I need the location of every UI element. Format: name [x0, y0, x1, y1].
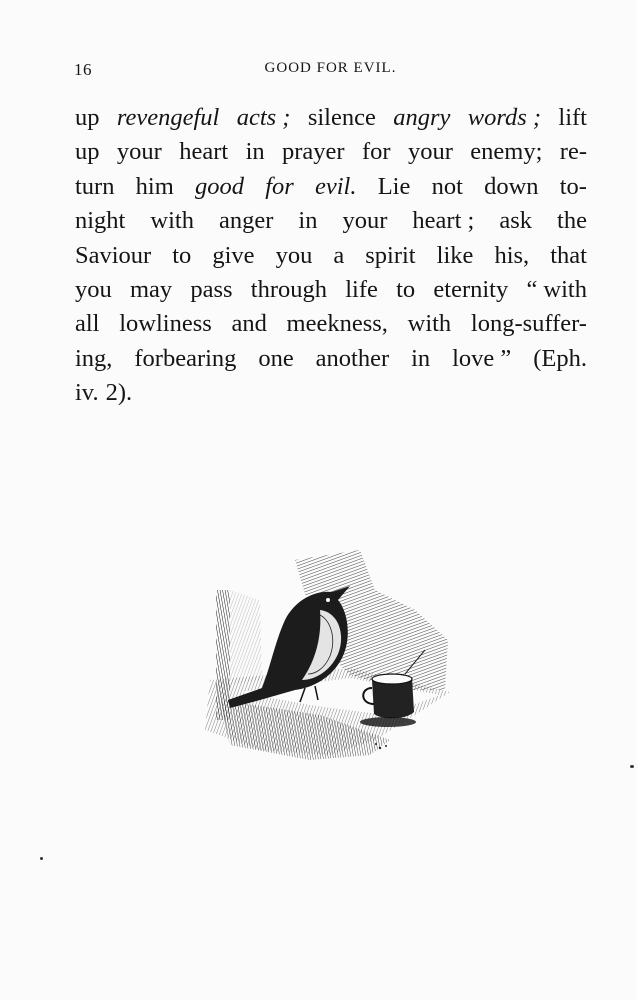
paper-speck [40, 857, 43, 860]
text-line [75, 376, 587, 410]
word: not [431, 172, 463, 200]
word: down [484, 172, 539, 200]
word: your [116, 138, 162, 166]
word: give [212, 241, 255, 269]
word: eternity [433, 275, 509, 303]
word: like [436, 241, 474, 269]
word: through [250, 275, 328, 303]
body-text [75, 101, 587, 411]
word: prayer [282, 138, 345, 166]
word: lowliness [119, 310, 212, 338]
text-line [75, 135, 587, 169]
word: heart ; [412, 207, 475, 235]
word: up [75, 138, 100, 166]
text-line [75, 239, 587, 273]
word: spirit [365, 241, 416, 269]
page-header [74, 60, 587, 84]
text-line [75, 204, 587, 238]
word: for [361, 138, 391, 166]
word: in [298, 207, 318, 235]
word: evil. [315, 172, 357, 200]
word: another [315, 344, 390, 372]
word: angry [393, 104, 451, 131]
word: to [172, 241, 192, 269]
word: meekness, [286, 310, 388, 338]
word: may [129, 275, 173, 303]
word: to- [559, 172, 587, 200]
word: for [265, 172, 294, 200]
text-line [75, 170, 587, 204]
paper-speck [630, 765, 634, 768]
word: one [258, 344, 294, 372]
word: you [275, 241, 313, 269]
word: night [75, 207, 126, 235]
word: silence [307, 104, 376, 131]
word: his, [494, 241, 530, 269]
bird-illustration [200, 550, 460, 770]
word: with [150, 207, 194, 235]
word: a [333, 241, 345, 269]
word: ing, [75, 344, 113, 372]
word: your [407, 138, 453, 166]
word: enemy; [470, 138, 543, 166]
word: acts ; [236, 104, 291, 131]
word: life [345, 275, 378, 303]
running-title: GOOD FOR EVIL. [264, 60, 397, 76]
word: turn [75, 172, 115, 200]
word: good [195, 172, 244, 200]
word: (Eph. [533, 344, 587, 372]
word: pass [190, 275, 233, 303]
word: and [231, 310, 267, 338]
word: revengeful [116, 104, 220, 131]
word: with [407, 310, 452, 338]
word: all [75, 310, 100, 338]
text-line [75, 307, 587, 341]
word: ask [499, 207, 533, 235]
word: iv. [75, 379, 99, 407]
word: re- [559, 138, 587, 166]
word: you [75, 275, 112, 303]
word: 2). [105, 379, 133, 407]
text-line [75, 273, 587, 307]
word: long-suffer- [470, 310, 587, 338]
word: words ; [467, 104, 542, 131]
word: up [75, 104, 100, 131]
word: lift [558, 104, 587, 131]
word: the [557, 207, 587, 235]
word: to [396, 275, 416, 303]
word: heart [179, 138, 229, 166]
word: love ” [452, 344, 512, 372]
word: that [550, 241, 587, 269]
word: your [342, 207, 388, 235]
word: him [135, 172, 174, 200]
word: forbearing [134, 344, 237, 372]
word: “ with [526, 275, 587, 303]
word: in [245, 138, 265, 166]
text-line [75, 342, 587, 376]
word: in [411, 344, 431, 372]
word: Lie [377, 172, 411, 200]
text-line [75, 101, 587, 135]
word: anger [218, 207, 274, 235]
word: Saviour [75, 241, 152, 269]
page-number: 16 [74, 60, 92, 79]
